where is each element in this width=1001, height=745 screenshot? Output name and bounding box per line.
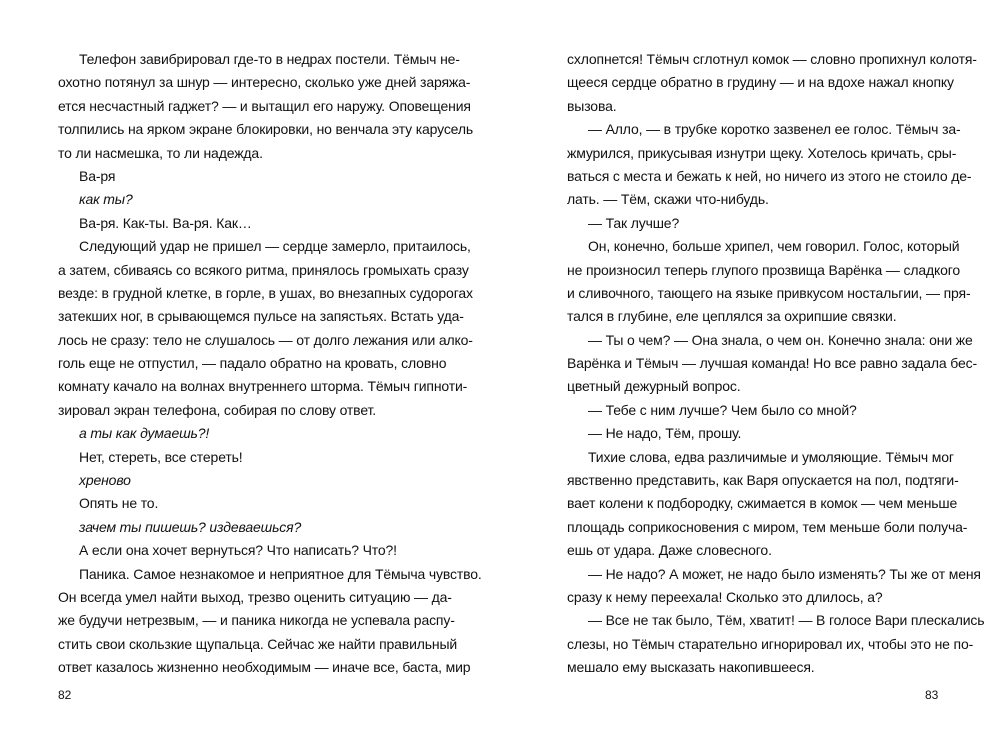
- text-line: сразу к нему переехала! Сколько это длилось, а?: [567, 588, 883, 605]
- text-line: лать. — Тём, скажи что-нибудь.: [567, 191, 769, 208]
- text-line: же будучи нетрезвым, — и паника никогда не успевала распу-: [58, 612, 455, 629]
- text-line: вызова.: [567, 97, 617, 114]
- text-line: Следующий удар не пришел — сердце замерло, притаилось,: [79, 238, 471, 255]
- text-line: везде: в грудной клетке, в горле, в ушах, во внезапных судорогах: [58, 284, 473, 301]
- text-line: Паника. Самое незнакомое и неприятное для Тёмыча чувство.: [79, 565, 482, 582]
- text-line: ваться с места и бежать к ней, но ничего из этого не стоило де-: [567, 167, 972, 184]
- text-line: жмурился, прикусывая изнутри щеку. Хотелось кричать, сры-: [567, 144, 957, 161]
- text-line: А если она хочет вернуться? Что написать? Что?!: [79, 542, 397, 559]
- page-number-left: 82: [58, 688, 72, 702]
- text-line: вает колени к подбородку, сжимается в комок — чем меньше: [567, 495, 958, 512]
- text-line: как ты?: [79, 191, 133, 208]
- text-line: — Не надо, Тём, прошу.: [588, 425, 742, 442]
- text-line: Нет, стереть, все стереть!: [79, 448, 243, 465]
- text-line: — Так лучше?: [588, 214, 680, 231]
- text-line: то ли насмешка, то ли надежда.: [58, 144, 263, 161]
- right-page-text: [567, 48, 985, 680]
- text-line: ешь от удара. Даже словесного.: [567, 542, 772, 559]
- text-line: стить свои скользкие щупальца. Сейчас же найти правильный: [58, 635, 458, 652]
- text-line: — Ты о чем? — Она знала, о чем он. Конечно знала: они же: [588, 331, 973, 348]
- text-line: площадь соприкосновения с миром, тем меньше боли получа-: [567, 518, 968, 535]
- text-line: Он, конечно, больше хрипел, чем говорил. Голос, который: [588, 238, 960, 255]
- left-page-text: [58, 48, 482, 680]
- text-line: ется несчастный гаджет? — и вытащил его наружу. Оповещения: [58, 97, 471, 114]
- text-line: — Тебе с ним лучше? Чем было со мной?: [588, 401, 857, 418]
- text-line: голь еще не отпустил, — падало обратно на кровать, словно: [58, 355, 447, 372]
- text-line: толпились на ярком экране блокировки, но венчала эту карусель: [58, 121, 474, 138]
- text-line: зачем ты пишешь? издеваешься?: [79, 518, 302, 535]
- text-line: Тихие слова, едва различимые и умоляющие. Тёмыч мог: [588, 448, 954, 465]
- page-number-right: 83: [925, 688, 939, 702]
- text-line: щееся сердце обратно в грудину — и на вдохе нажал кнопку: [567, 74, 954, 91]
- text-line: Варёнка и Тёмыч — лучшая команда! Но все равно задала бес-: [567, 355, 978, 372]
- text-line: слезы, но Тёмыч старательно игнорировал их, чтобы это не по-: [567, 635, 974, 652]
- text-line: а затем, сбиваясь со всякого ритма, принялось громыхать сразу: [58, 261, 469, 278]
- text-line: Он всегда умел найти выход, трезво оценить ситуацию — да-: [58, 588, 452, 605]
- text-line: охотно потянул за шнур — интересно, сколько уже дней заряжа-: [58, 74, 471, 91]
- text-line: не произносил теперь глупого прозвища Варёнка — сладкого: [567, 261, 961, 278]
- text-line: и сливочного, тающего на языке привкусом ностальгии, — пря-: [567, 284, 971, 301]
- text-line: мешало ему высказать накопившееся.: [567, 659, 815, 676]
- text-line: тался в глубине, еле цеплялся за охрипшие связки.: [567, 308, 897, 325]
- text-line: — Алло, — в трубке коротко зазвенел ее голос. Тёмыч за-: [588, 121, 961, 138]
- text-line: лось не сразу: тело не слушалось — от долго лежания или алко-: [58, 331, 473, 348]
- text-line: ответ казалось жизненно необходимым — иначе все, баста, мир: [58, 659, 471, 676]
- text-line: — Не надо? А может, не надо было изменять? Ты же от меня: [588, 565, 981, 582]
- text-line: Ва-ря: [79, 167, 116, 184]
- text-line: схлопнется! Тёмыч сглотнул комок — словно пропихнул колотя-: [567, 51, 977, 67]
- text-line: Ва-ря. Как-ты. Ва-ря. Как…: [79, 214, 252, 231]
- text-line: зировал экран телефона, собирая по слову ответ.: [58, 401, 376, 418]
- text-line: хреново: [79, 472, 131, 489]
- text-line: цветный дежурный вопрос.: [567, 378, 741, 395]
- text-line: Телефон завибрировал где-то в недрах постели. Тёмыч не-: [79, 51, 460, 67]
- text-line: а ты как думаешь?!: [79, 425, 210, 442]
- text-line: явственно представить, как Варя опускается на пол, подтяги-: [567, 472, 959, 489]
- text-line: затекших ног, в срывающемся пульсе на запястьях. Встать уда-: [58, 308, 464, 325]
- text-line: Опять не то.: [79, 495, 159, 512]
- text-line: комнату качало на волнах внутреннего шторма. Тёмыч гипноти-: [58, 378, 468, 395]
- text-line: — Все не так было, Тём, хватит! — В голосе Вари плескались: [588, 612, 985, 629]
